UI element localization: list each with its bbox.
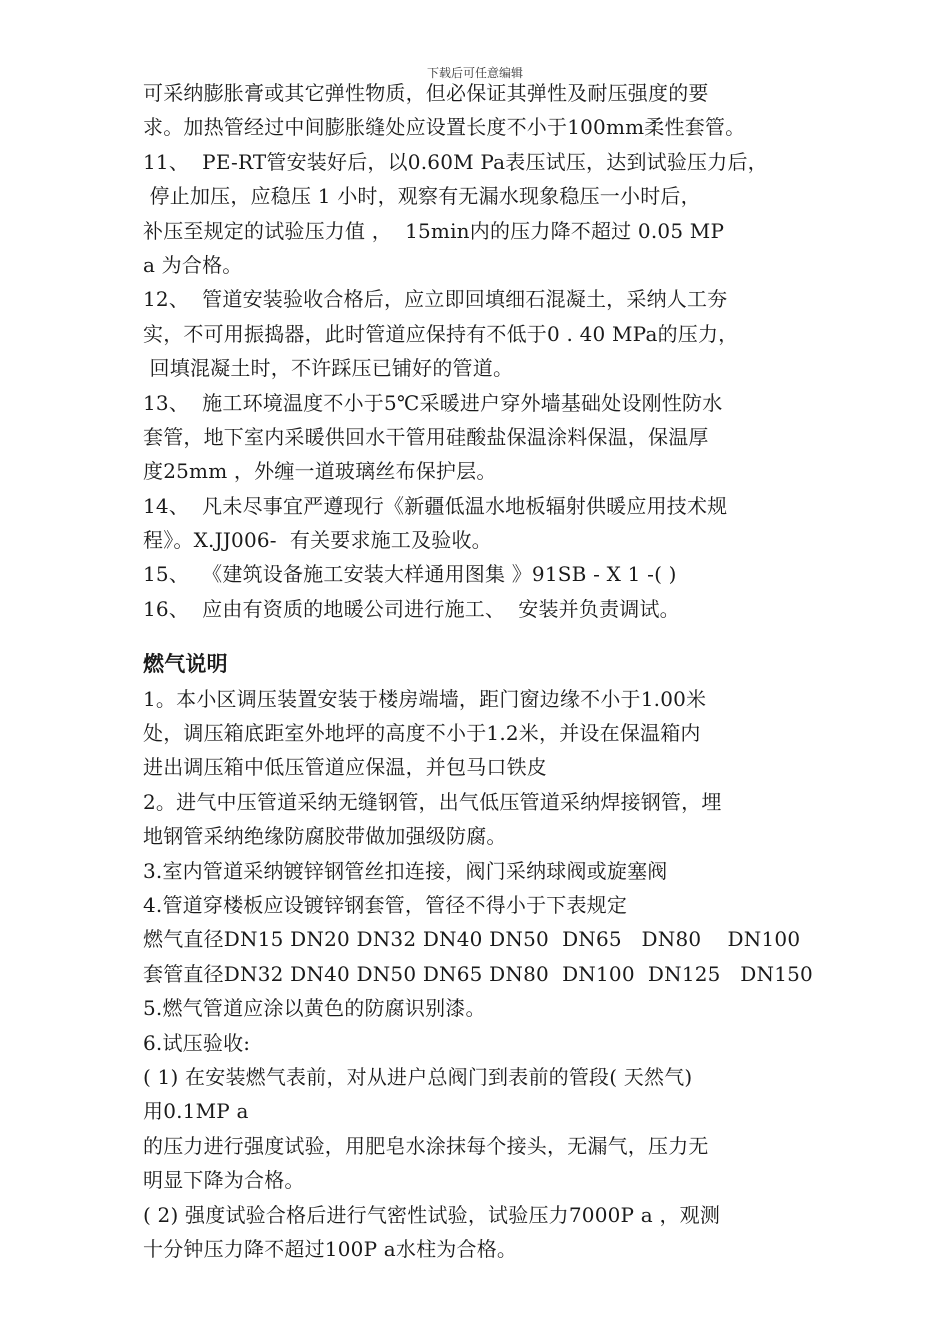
document-body xyxy=(143,76,823,1266)
gas-item-4: 4.管道穿楼板应设镀锌钢套管，管径不得小于下表规定 xyxy=(143,892,628,917)
item-13: 13、 施工环境温度不小于5℃采暖进户穿外墙基础处设刚性防水 xyxy=(143,390,723,415)
item-14: 14、 凡未尽事宜严遵现行《新疆低温水地板辐射供暖应用技术规 xyxy=(143,493,728,518)
section-title: 燃气说明 xyxy=(143,652,228,677)
page-header-note: 下载后可任意编辑 xyxy=(426,66,523,80)
text-line: 的压力进行强度试验，用肥皂水涂抹每个接头，无漏气，压力无 xyxy=(143,1133,709,1158)
gas-section xyxy=(143,647,823,1266)
section-gap xyxy=(143,626,823,647)
text-line: 度25mm ，外缠一道玻璃丝布保护层。 xyxy=(143,459,497,484)
text-line: 实，不可用振捣器，此时管道应保持有不低于0 . 40 MPa的压力， xyxy=(143,321,739,346)
gas-item-5: 5.燃气管道应涂以黄色的防腐识别漆。 xyxy=(143,996,486,1021)
text-line: 明显下降为合格。 xyxy=(143,1168,305,1193)
text-line: 地钢管采纳绝缘防腐胶带做加强级防腐。 xyxy=(143,824,507,849)
text-line: 进出调压箱中低压管道应保温，并包马口铁皮 xyxy=(143,755,547,780)
text-line: 程》。X.JJ006- 有关要求施工及验收。 xyxy=(143,528,492,553)
text-line: 回填混凝土时，不许踩压已铺好的管道。 xyxy=(143,356,514,381)
item-16: 16、 应由有资质的地暖公司进行施工、 安装并负责调试。 xyxy=(143,596,680,621)
heating-section xyxy=(143,76,823,626)
gas-item-3: 3.室内管道采纳镀锌钢管丝扣连接，阀门采纳球阀或旋塞阀 xyxy=(143,858,668,883)
gas-diameter-row: 燃气直径DN15 DN20 DN32 DN40 DN50 DN65 DN80 DN100 xyxy=(143,927,801,952)
text-line: 十分钟压力降不超过100P a水柱为合格。 xyxy=(143,1236,518,1261)
text-line: a 为合格。 xyxy=(143,252,243,277)
gas-item-6: 6.试压验收: xyxy=(143,1030,251,1055)
text-line: 求。加热管经过中间膨胀缝处应设置长度不小于100mm柔性套管。 xyxy=(143,115,746,140)
text-line: 处，调压箱底距室外地坪的高度不小于1.2米，并设在保温箱内 xyxy=(143,721,701,746)
gas-item-2: 2。进气中压管道采纳无缝钢管，出气低压管道采纳焊接钢管，埋 xyxy=(143,789,722,814)
text-line: 停止加压，应稳压 1 小时，观察有无漏水现象稳压一小时后， xyxy=(143,184,701,209)
text-line: 套管，地下室内采暖供回水干管用硅酸盐保温涂料保温，保温厚 xyxy=(143,424,709,449)
gas-item-1: 1。本小区调压装置安装于楼房端墙，距门窗边缘不小于1.00米 xyxy=(143,686,707,711)
item-12: 12、 管道安装验收合格后，应立即回填细石混凝土，采纳人工夯 xyxy=(143,287,728,312)
text-line: 用0.1MP a xyxy=(143,1099,249,1124)
gas-item-6-2: ( 2) 强度试验合格后进行气密性试验，试验压力7000P a ，观测 xyxy=(143,1202,721,1227)
item-15: 15、 《建筑设备施工安装大样通用图集 》91SB - X 1 -( ) xyxy=(143,562,677,587)
text-line: 补压至规定的试验压力值 ， 15min内的压力降不超过 0.05 MP xyxy=(143,218,725,243)
sleeve-diameter-row: 套管直径DN32 DN40 DN50 DN65 DN80 DN100 DN125 DN150 xyxy=(143,961,813,986)
item-11: 11、 PE-RT管安装好后，以0.60M Pa表压试压，达到试验压力后， xyxy=(143,149,768,174)
gas-item-6-1: ( 1) 在安装燃气表前，对从进户总阀门到表前的管段( 天然气) xyxy=(143,1064,693,1089)
text-line: 可采纳膨胀膏或其它弹性物质，但必保证其弹性及耐压强度的要 xyxy=(143,81,709,105)
